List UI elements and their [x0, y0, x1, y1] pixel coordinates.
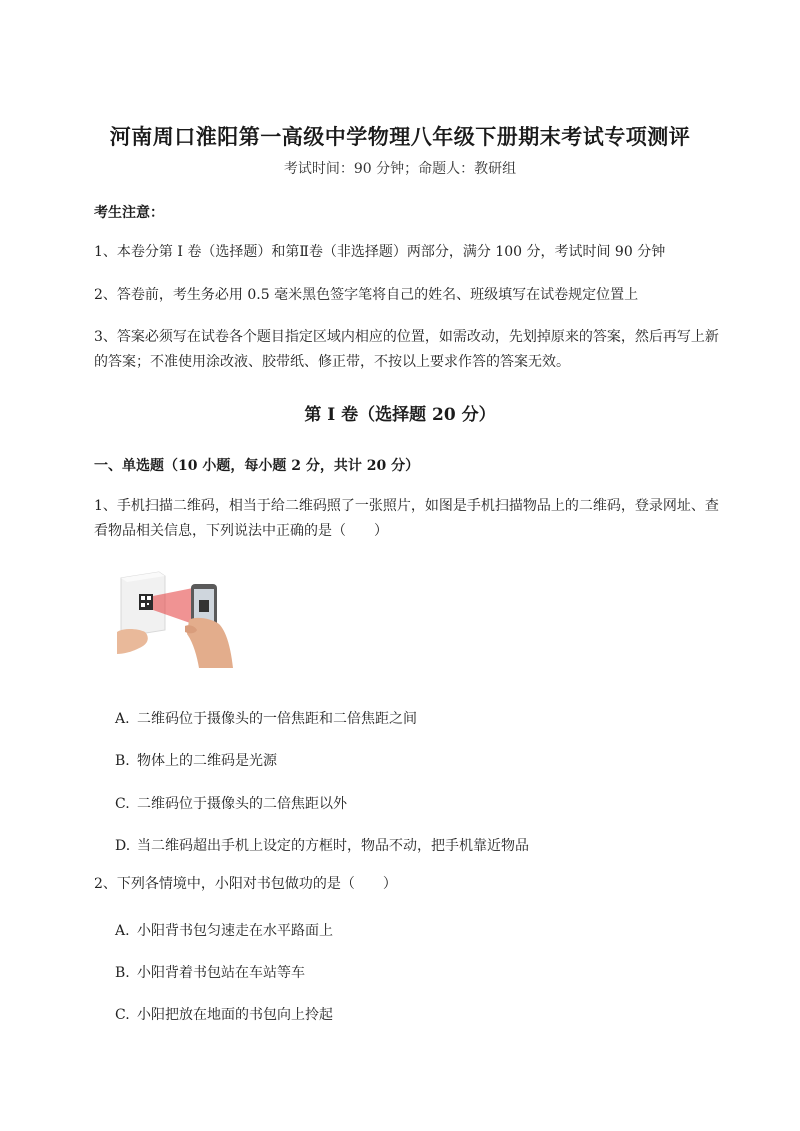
- notice-item-3: 3、答案必须写在试卷各个题目指定区域内相应的位置，如需改动，先划掉原来的答案，然后再写上新的答案；不准使用涂改液、胶带纸、修正带，不按以上要求作答的答案无效。: [94, 329, 719, 370]
- question-2-option-b: B. 小阳背着书包站在车站等车: [115, 965, 305, 981]
- section-heading: 第 I 卷（选择题 20 分）: [304, 405, 496, 425]
- page-title: 河南周口淮阳第一高级中学物理八年级下册期末考试专项测评: [109, 124, 691, 149]
- part-heading: 一、单选题（10 小题，每小题 2 分，共计 20 分）: [94, 458, 420, 474]
- question-1-option-a: A. 二维码位于摄像头的一倍焦距和二倍焦距之间: [115, 711, 417, 727]
- qr-scan-illustration: [115, 570, 235, 668]
- notice-item-2: 2、答卷前，考生务必用 0.5 毫米黑色签字笔将自己的姓名、班级填写在试卷规定位置上: [94, 287, 639, 303]
- question-1-stem: 1、手机扫描二维码，相当于给二维码照了一张照片，如图是手机扫描物品上的二维码，登录网址、查看物品相关信息，下列说法中正确的是（ ）: [94, 498, 719, 539]
- notice-item-1: 1、本卷分第 I 卷（选择题）和第Ⅱ卷（非选择题）两部分，满分 100 分，考试时间 90 分钟: [94, 244, 666, 260]
- question-1-option-b: B. 物体上的二维码是光源: [115, 753, 277, 769]
- question-2-option-a: A. 小阳背书包匀速走在水平路面上: [115, 923, 333, 939]
- question-1-option-c: C. 二维码位于摄像头的二倍焦距以外: [115, 796, 347, 812]
- exam-info: 考试时间：90 分钟；命题人：教研组: [283, 161, 517, 177]
- question-2-option-c: C. 小阳把放在地面的书包向上拎起: [115, 1007, 333, 1023]
- notice-heading: 考生注意：: [94, 205, 164, 221]
- question-2-stem: 2、下列各情境中，小阳对书包做功的是（ ）: [94, 876, 397, 892]
- question-1-option-d: D. 当二维码超出手机上设定的方框时，物品不动，把手机靠近物品: [115, 838, 529, 854]
